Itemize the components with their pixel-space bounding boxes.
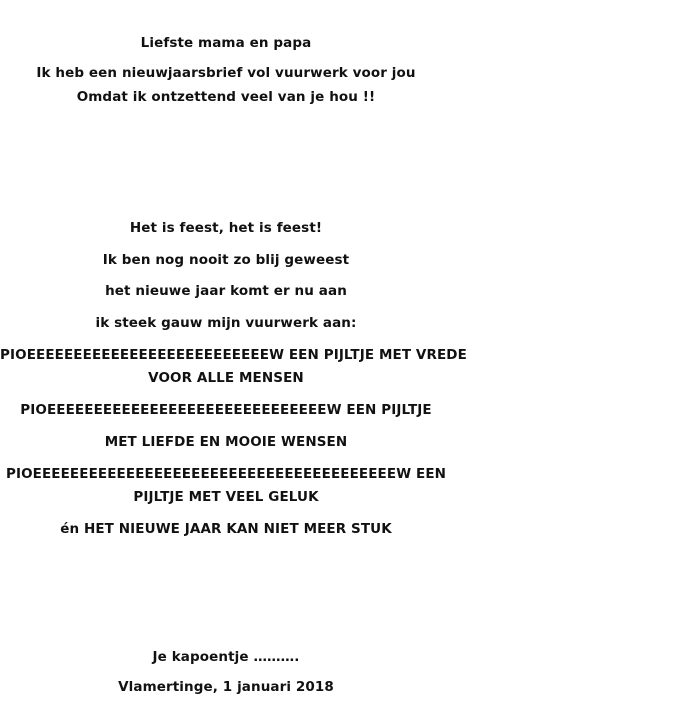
firework-1-line-2: VOOR ALLE MENSEN: [148, 370, 304, 386]
closing-line: én HET NIEUWE JAAR KAN NIET MEER STUK: [60, 521, 392, 537]
firework-2-line-2: MET LIEFDE EN MOOIE WENSEN: [104, 434, 348, 450]
place-date: Vlamertinge, 1 januari 2018: [118, 679, 334, 695]
verse-line-3: het nieuwe jaar komt er nu aan: [105, 283, 347, 299]
firework-1-line-1: PIOEEEEEEEEEEEEEEEEEEEEEEEEEEW EEN PIJLTJE MET VREDE: [0, 347, 467, 363]
intro-line-2: Omdat ik ontzettend veel van je hou !!: [76, 89, 376, 105]
intro-line-1: Ik heb een nieuwjaarsbrief vol vuurwerk voor jou: [36, 65, 416, 81]
greeting: Liefste mama en papa: [140, 35, 312, 51]
verse-line-1: Het is feest, het is feest!: [129, 220, 323, 236]
verse-line-2: Ik ben nog nooit zo blij geweest: [102, 252, 350, 268]
firework-3-line-2: PIJLTJE MET VEEL GELUK: [133, 489, 319, 505]
verse-line-4: ik steek gauw mijn vuurwerk aan:: [95, 315, 357, 331]
signature: Je kapoentje ……….: [152, 649, 300, 665]
firework-2-line-1: PIOEEEEEEEEEEEEEEEEEEEEEEEEEEEEEEW EEN PIJLTJE: [20, 402, 432, 418]
firework-3-line-1: PIOEEEEEEEEEEEEEEEEEEEEEEEEEEEEEEEEEEEEEEEW EEN: [5, 466, 447, 482]
